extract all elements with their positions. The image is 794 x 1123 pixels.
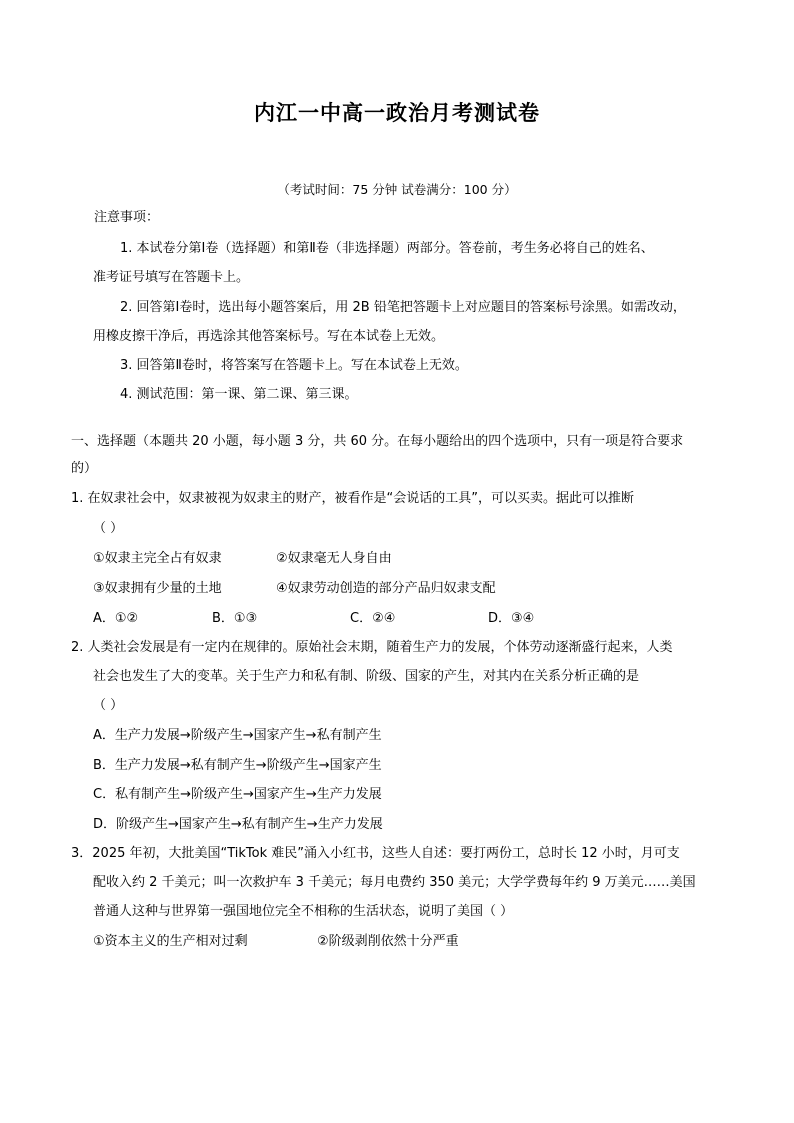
- notice-item-4: 4. 测试范围：第一课、第二课、第三课。: [120, 387, 358, 402]
- question-3-stem-cont-1: 配收入约 2 千美元；叫一次救护车 3 千美元；每月电费约 350 美元；大学学费每年约 9 万美元……美国: [93, 875, 696, 890]
- section-heading: 一、选择题（本题共 20 小题，每小题 3 分，共 60 分。在每小题给出的四个选项中，只有一项是符合要求: [71, 434, 684, 449]
- question-2-stem: 2. 人类社会发展是有一定内在规律的。原始社会末期，随着生产力的发展，个体劳动逐渐盛行起来，人类: [71, 640, 673, 655]
- question-1-option-b: B．①③: [212, 611, 258, 626]
- question-1-bracket: （ ）: [93, 521, 124, 536]
- question-3-stem-cont-2: 普通人这种与世界第一强国地位完全不相称的生活状态，说明了美国（ ）: [93, 904, 514, 919]
- notice-item-1-cont: 准考证号填写在答题卡上。: [93, 270, 250, 285]
- section-heading-cont: 的）: [71, 461, 98, 476]
- question-2-option-c: C．私有制产生→阶级产生→国家产生→生产力发展: [93, 787, 382, 802]
- question-2-bracket: （ ）: [93, 698, 124, 713]
- question-3-stem: 3．2025 年初，大批美国“TikTok 难民”涌入小红书，这些人自述：要打两份工，总时长 12 小时，月可支: [71, 846, 680, 861]
- notice-heading: 注意事项：: [94, 210, 160, 225]
- notice-item-1: 1. 本试卷分第Ⅰ卷（选择题）和第Ⅱ卷（非选择题）两部分。答卷前，考生务必将自己的姓名、: [120, 241, 654, 256]
- notice-item-2: 2. 回答第Ⅰ卷时，选出每小题答案后，用 2B 铅笔把答题卡上对应题目的答案标号涂黑。如需改动，: [120, 300, 686, 315]
- question-2-option-a: A．生产力发展→阶级产生→国家产生→私有制产生: [93, 728, 382, 743]
- question-3-statement-1: ①资本主义的生产相对过剩: [93, 934, 248, 949]
- question-1-option-a: A．①②: [93, 611, 139, 626]
- notice-item-3: 3. 回答第Ⅱ卷时，将答案写在答题卡上。写在本试卷上无效。: [120, 358, 468, 373]
- question-1-option-d: D．③④: [488, 611, 535, 626]
- question-2-option-d: D．阶级产生→国家产生→私有制产生→生产力发展: [93, 817, 383, 832]
- question-1-statement-1: ①奴隶主完全占有奴隶: [93, 551, 222, 566]
- question-1-statement-4: ④奴隶劳动创造的部分产品归奴隶支配: [276, 581, 496, 596]
- notice-item-2-cont: 用橡皮擦干净后，再选涂其他答案标号。写在本试卷上无效。: [93, 329, 445, 344]
- question-3-statement-2: ②阶级剥削依然十分严重: [317, 934, 459, 949]
- question-1-stem: 1. 在奴隶社会中，奴隶被视为奴隶主的财产，被看作是“会说话的工具”，可以买卖。据此可以推断: [71, 491, 635, 506]
- question-1-option-c: C．②④: [350, 611, 396, 626]
- question-2-stem-cont: 社会也发生了大的变革。关于生产力和私有制、阶级、国家的产生，对其内在关系分析正确的是: [93, 669, 640, 684]
- question-1-statement-3: ③奴隶拥有少量的土地: [93, 581, 222, 596]
- exam-info: （考试时间：75 分钟 试卷满分：100 分）: [277, 182, 517, 197]
- question-1-statement-2: ②奴隶毫无人身自由: [276, 551, 392, 566]
- page-title: 内江一中高一政治月考测试卷: [254, 101, 540, 125]
- question-2-option-b: B．生产力发展→私有制产生→阶级产生→国家产生: [93, 758, 382, 773]
